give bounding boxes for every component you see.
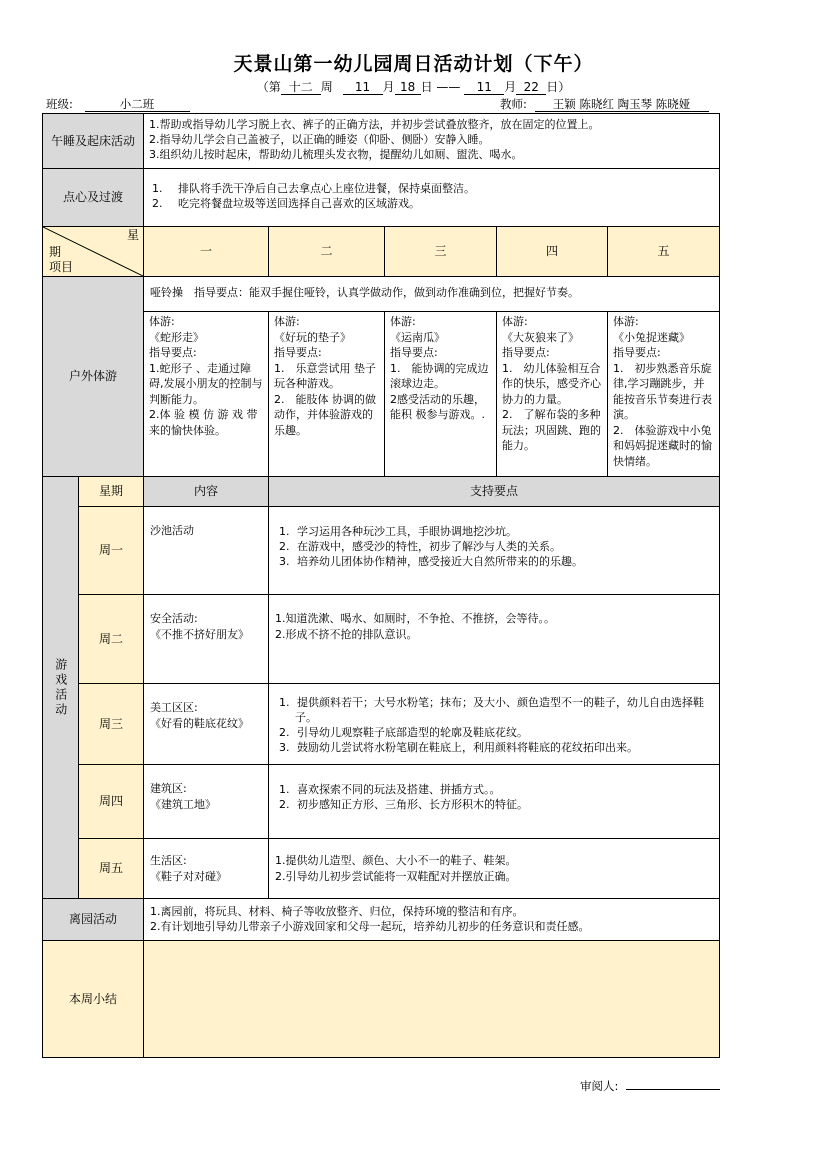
teacher-label: 教师: (500, 97, 527, 111)
guide-point: 1. 乐意尝试用 垫子玩各种游戏。 (274, 361, 376, 390)
summary-label: 本周小结 (42, 940, 144, 1058)
date-dash: —— (436, 80, 461, 94)
support-point: 1. 学习运用各种玩沙工具，手眼协调地挖沙坑。 (279, 525, 517, 538)
outdoor-label: 户外体游 (42, 276, 144, 477)
day-header-1: 一 (143, 226, 269, 277)
guide-point: 2. 了解布袋的多种玩法；巩固跳、跑的能力。 (502, 408, 601, 452)
content-line: 《鞋子对对碰》 (150, 870, 227, 883)
nap-item: 3.组织幼儿按时起床，帮助幼儿梳理头发衣物，提醒幼儿如厕、盥洗、喝水。 (149, 148, 523, 161)
game-support-thu (268, 764, 720, 839)
game-name: 《小兔捉迷藏》 (613, 330, 690, 344)
game-support-fri (268, 838, 720, 899)
week-number: 十二 (281, 80, 321, 95)
diag-mid-label: 期 (49, 245, 62, 259)
snack-label: 点心及过渡 (42, 168, 144, 227)
content-line: 美工区区: (150, 701, 198, 714)
teacher-value: 王颖 陈晓红 陶玉琴 陈晓娅 (535, 97, 709, 112)
game-name: 《大灰狼来了》 (502, 330, 579, 344)
game-content-thu (143, 764, 269, 839)
game-support-mon (268, 506, 720, 595)
day-header-3: 三 (384, 226, 497, 277)
outdoor-day-2 (268, 311, 385, 477)
day-header-4: 四 (496, 226, 608, 277)
guide-label: 指导要点: (274, 346, 322, 359)
date-range (0, 78, 827, 95)
day-header-2: 二 (268, 226, 385, 277)
game-type: 体游: (613, 315, 639, 328)
support-point: 3. 鼓励幼儿尝试将水粉笔刷在鞋底上，利用颜料将鞋底的花纹拓印出来。 (279, 741, 638, 754)
outdoor-day-1 (143, 311, 269, 477)
guide-point: 1. 幼儿体验相互合作的快乐，感受齐心协力的力量。 (502, 361, 601, 406)
leaving-item: 1.离园前，将玩具、材料、椅子等收放整齐、归位，保持环境的整洁和有序。 (150, 905, 524, 918)
content-line: 建筑区: (150, 782, 187, 795)
class-value: 小二班 (85, 97, 190, 112)
support-point: 2. 引导幼儿观察鞋子底部造型的轮廓及鞋底花纹。 (279, 726, 528, 739)
support-point: 1.提供幼儿造型、颜色、大小不一的鞋子、鞋架。 (275, 854, 517, 867)
guide-point: 1. 能协调的完成边滚球边走。 (390, 361, 489, 390)
guide-point: 1.蛇形子 、走通过障碍,发展小朋友的控制与判断能力。 (149, 361, 263, 406)
support-point: 3. 培养幼儿团体协作精神，感受接近大自然所带来的的乐趣。 (279, 555, 583, 568)
guide-point: 2感受活动的乐趣，能积 极参与游戏。. (390, 392, 485, 421)
nap-content (143, 113, 720, 169)
class-label: 班级: (46, 97, 73, 111)
guide-label: 指导要点: (502, 346, 550, 359)
game-day-mon: 周一 (78, 506, 144, 595)
outdoor-day-5 (607, 311, 720, 477)
content-line: 安全活动: (150, 612, 198, 625)
games-col-content: 内容 (143, 476, 269, 507)
guide-label: 指导要点: (149, 346, 197, 359)
content-line: 沙池活动 (150, 524, 194, 537)
reviewer-signature-line[interactable] (626, 1075, 720, 1090)
leaving-content (143, 898, 720, 941)
content-line: 《好看的鞋底花纹》 (150, 717, 249, 730)
class-info (46, 96, 190, 112)
snack-item: 1. 排队将手洗干净后自己去拿点心上座位进餐，保持桌面整洁。 (152, 182, 475, 195)
teacher-info (500, 96, 709, 112)
week-header-corner (42, 226, 144, 277)
reviewer-label: 审阅人: (580, 1079, 619, 1093)
game-day-fri: 周五 (78, 838, 144, 899)
game-day-tue: 周二 (78, 594, 144, 684)
outdoor-exercise: 哑铃操 指导要点：能双手握住哑铃，认真学做动作，做到动作准确到位，把握好节奏。 (143, 276, 720, 312)
game-type: 体游: (274, 315, 300, 328)
support-point: 1. 提供颜料若干；大号水粉笔；抹布；及大小、颜色造型不一的鞋子，幼儿自由选择鞋子。 (279, 696, 704, 724)
support-point: 1. 喜欢探索不同的玩法及搭建、拼插方式。。 (279, 783, 501, 796)
guide-point: 2. 体验游戏中小兔和妈妈捉迷藏时的愉快情绪。 (613, 423, 712, 468)
game-support-tue (268, 594, 720, 684)
nap-item: 2.指导幼儿学会自己盖被子，以正确的睡姿（仰卧、侧卧）安静入睡。 (149, 133, 490, 146)
guide-point: 1. 初步熟悉音乐旋律,学习蹦跳步，并能按音乐节奏进行表演。 (613, 361, 712, 421)
game-name: 《蛇形走》 (149, 330, 204, 344)
support-point: 2. 初步感知正方形、三角形、长方形积木的特征。 (279, 798, 528, 811)
content-line: 《不推不挤好朋友》 (150, 628, 249, 641)
reviewer (580, 1075, 720, 1094)
content-line: 《建筑工地》 (150, 798, 216, 811)
game-support-wed (268, 683, 720, 765)
games-label: 游戏活动 (42, 476, 79, 899)
start-day: 18 (395, 80, 421, 95)
support-point: 2.引导幼儿初步尝试能将一双鞋配对并摆放正确。 (275, 870, 517, 883)
outdoor-day-3 (384, 311, 497, 477)
game-content-fri (143, 838, 269, 899)
game-name: 《好玩的垫子》 (274, 330, 351, 344)
diag-bottom-label: 项目 (49, 260, 74, 274)
leaving-item: 2.有计划地引导幼儿带亲子小游戏回家和父母一起玩，培养幼儿初步的任务意识和责任感。 (150, 920, 590, 933)
subtitle-open: （第 (256, 80, 281, 94)
snack-content (143, 168, 720, 227)
content-line: 生活区: (150, 854, 187, 867)
day-unit-1: 日 (420, 80, 433, 94)
game-content-mon (143, 506, 269, 595)
game-name: 《运南瓜》 (390, 330, 445, 344)
end-day: 22 (516, 80, 546, 95)
guide-label: 指导要点: (390, 346, 438, 359)
summary-field[interactable] (143, 940, 720, 1058)
games-col-day: 星期 (78, 476, 144, 507)
start-month: 11 (343, 80, 383, 95)
nap-item: 1.帮助或指导幼儿学习脱上衣、裤子的正确方法，并初步尝试叠放整齐，放在固定的位置上。 (149, 118, 600, 131)
support-point: 2. 在游戏中，感受沙的特性，初步了解沙与人类的关系。 (279, 540, 561, 553)
week-unit: 周 (320, 80, 333, 94)
month-unit-1: 月 (382, 80, 395, 94)
snack-item: 2. 吃完将餐盘垃圾等送回选择自己喜欢的区域游戏。 (152, 197, 420, 210)
game-content-wed (143, 683, 269, 765)
day-unit-2: 日） (546, 80, 571, 94)
game-type: 体游: (390, 315, 416, 328)
games-col-support: 支持要点 (268, 476, 720, 507)
support-point: 1.知道洗漱、喝水、如厕时，不争抢、不推挤，会等待。。 (275, 612, 555, 625)
outdoor-day-4 (496, 311, 608, 477)
game-type: 体游: (149, 315, 175, 328)
game-day-thu: 周四 (78, 764, 144, 839)
game-type: 体游: (502, 315, 528, 328)
leaving-label: 离园活动 (42, 898, 144, 941)
game-content-tue (143, 594, 269, 684)
month-unit-2: 月 (504, 80, 517, 94)
end-month: 11 (464, 80, 504, 95)
support-point: 2.形成不挤不抢的排队意识。 (275, 628, 418, 641)
page-title: 天景山第一幼儿园周日活动计划（下午） (233, 53, 594, 75)
diag-top-label: 星 (126, 228, 139, 242)
guide-point: 2. 能肢体 协调的做动作，并体验游戏的乐趣。 (274, 392, 376, 437)
day-header-5: 五 (607, 226, 720, 277)
guide-label: 指导要点: (613, 346, 661, 359)
game-day-wed: 周三 (78, 683, 144, 765)
nap-label: 午睡及起床活动 (42, 113, 144, 169)
guide-point: 2.体 验 模 仿 游 戏 带来的愉快体验。 (149, 408, 258, 437)
